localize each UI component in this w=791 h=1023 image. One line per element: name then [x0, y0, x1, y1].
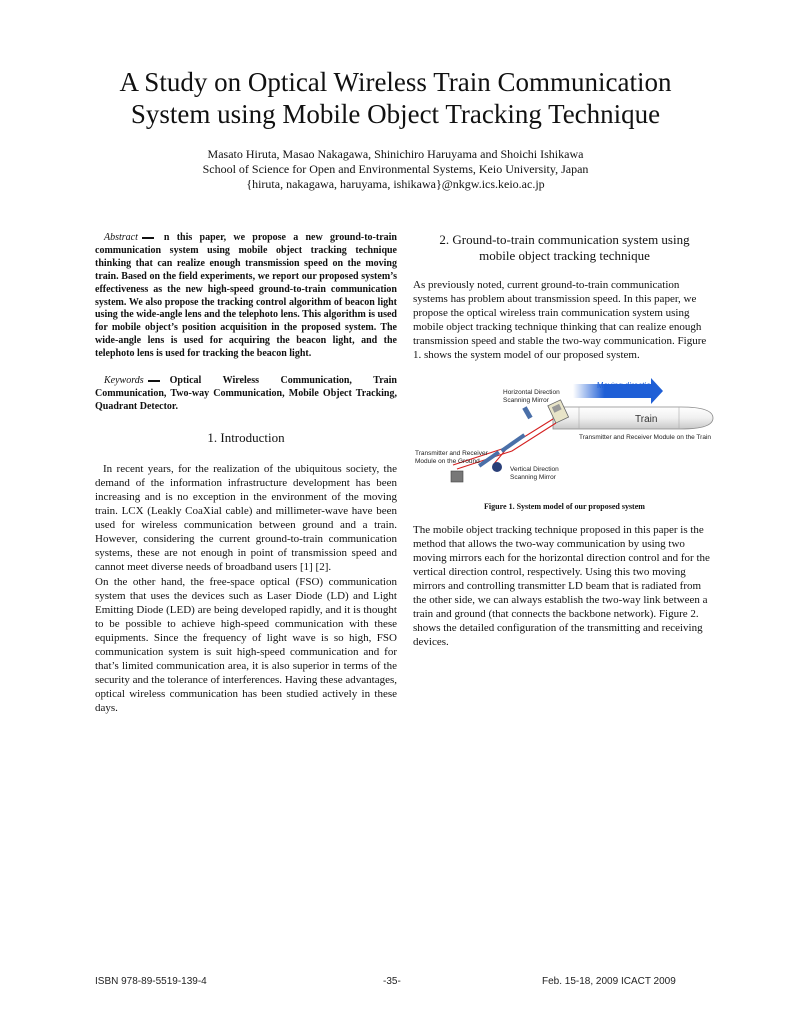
section2-heading: [413, 232, 716, 264]
keywords-dash: [148, 380, 160, 382]
author-block: [40, 147, 751, 192]
train-body: [553, 407, 713, 429]
section1-heading: 1. Introduction: [207, 429, 285, 445]
section1-paragraph-1: In recent years, for the realization of the ubiquitous society, the demand of the information infrastructure development has been increasing and is no exception in the environment of the moving train. LCX (Leakly CoaXial cable) and millimeter-wave have been used for wireless communication between ground and a train. However, considering the current ground-to-train communication systems, these are not enough in point of transmission speed and cannot meet diverse needs of broadband users [1] [2].: [95, 462, 397, 574]
abstract-label: Abstract: [104, 232, 138, 243]
keywords: [95, 375, 397, 414]
abstract-text: n this paper, we propose a new ground-to-train communication system using mobile object tracking technique thinking that can realize enough transmission speed on the moving train. Based on the field experiments, we report our proposed system’s effectiveness as the new high-speed ground-to-train communication system. We also propose the tracking control algorithm of beacon light using the wide-angle lens and the telephoto lens. This algorithm is used for mobile object’s position acquisition in the proposed system. The wide-angle lens is used for acquiring the beacon light, and the telephoto lens is used for tracking the beacon light.: [95, 232, 397, 360]
section2-heading-line2: mobile object tracking technique: [479, 248, 650, 263]
author-names: Masato Hiruta, Masao Nakagawa, Shinichiro Haruyama and Shoichi Ishikawa: [207, 147, 584, 161]
figure-1-diagram: [413, 377, 716, 495]
horizontal-mirror: [522, 406, 532, 419]
label-vertical-line2: Scanning Mirror: [510, 473, 556, 481]
figure-1: [413, 377, 716, 511]
section2-paragraph-2: The mobile object tracking technique proposed in this paper is the method that allows the two-way communication by using two moving mirrors each for the horizontal direction control and for the vertical direction control, respectively. Using this two moving mirrors and controlling transmitter LD beam that is radiated from the other side, we can always establish the two-way link between a train and ground (that connects the backbone network). Figure 2. shows the detailed configuration of the transmitting and receiving devices.: [413, 523, 710, 649]
label-horizontal-line1: Horizontal Direction: [503, 388, 560, 396]
paper-title-line2: System using Mobile Object Tracking Technique: [130, 99, 661, 129]
label-vertical-line1: Vertical Direction: [510, 465, 559, 473]
abstract: [95, 232, 397, 361]
ground-module: [451, 471, 463, 482]
label-moving-direction: Moving direction: [597, 380, 656, 390]
vertical-mirror: [492, 462, 502, 472]
left-column: [95, 232, 397, 715]
label-ground-line1: Transmitter and Receiver: [415, 449, 488, 457]
paper-title: [40, 66, 751, 130]
keywords-label: Keywords: [104, 375, 144, 387]
author-email: {hiruta, nakagawa, haruyama, ishikawa}@nkgw.ics.keio.ac.jp: [246, 177, 545, 191]
section2-paragraph-1: As previously noted, current ground-to-train communication systems has problem about transmission speed. In this paper, we propose the optical wireless train communication system using mobile object tracking technique thinking that can realize enough transmission speed and stable the two-way communication. Figure 1. shows the system model of our proposed system.: [413, 279, 707, 362]
label-train-module: Transmitter and Receiver Module on the Train: [579, 433, 711, 441]
author-affiliation: School of Science for Open and Environmental Systems, Keio University, Japan: [202, 162, 589, 176]
section2-heading-line1: 2. Ground-to-train communication system using: [439, 232, 690, 247]
label-horizontal-line2: Scanning Mirror: [503, 396, 549, 404]
figure-1-caption: Figure 1. System model of our proposed system: [484, 501, 645, 511]
paper-title-line1: A Study on Optical Wireless Train Communication: [119, 67, 672, 97]
footer-isbn: ISBN 978-89-5519-139-4: [95, 976, 207, 987]
label-train: Train: [635, 413, 658, 425]
label-ground-line2: Module on the Ground: [415, 457, 480, 465]
right-column: [413, 232, 716, 649]
abstract-dash: [142, 237, 154, 239]
footer-conference: Feb. 15-18, 2009 ICACT 2009: [542, 976, 676, 987]
footer-page-number: -35-: [383, 976, 401, 987]
section1-paragraph-2: On the other hand, the free-space optical (FSO) communication system that uses the devices such as Laser Diode (LD) and Light Emitting Diode (LED) are being developed rapidly, and it is thought to be possible to achieve high-speed communication with these equipments. Since the frequency of light wave is so high, FSO communication system is suit high-speed communication and for that’s limited communication area, it is also superior in terms of the security and the tolerance of interferences. Having these advantages, optical wireless communication has been studied actively in these days.: [95, 575, 397, 715]
keywords-text: Optical Wireless Communication, Train Communication, Two-way Communication, Mobile Object Tracking, Quadrant Detector.: [95, 375, 397, 412]
